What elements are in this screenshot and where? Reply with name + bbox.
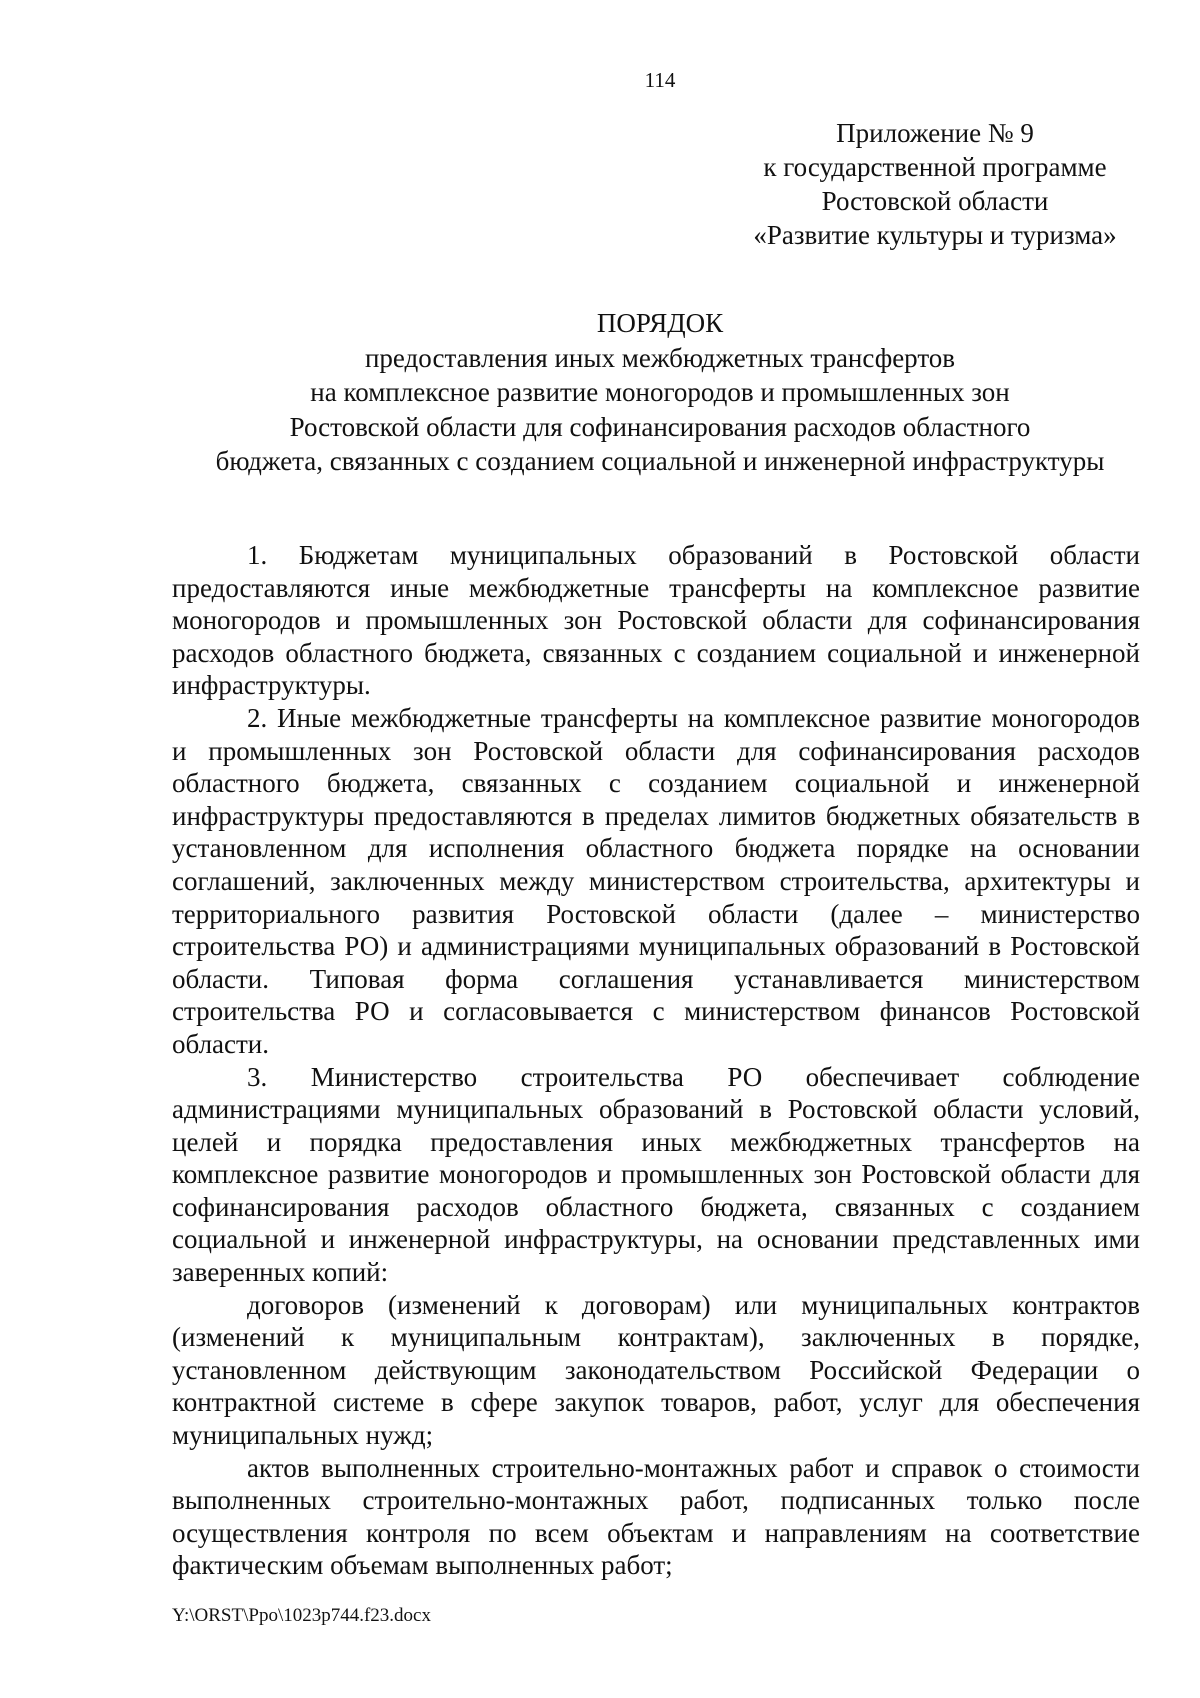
paragraph-2: 2. Иные межбюджетные трансферты на комплексное развитие моногородов и промышленных зон Ростовской области для софинансирования расходов областного бюджета, связанных с созданием социальной и инженерной инфраструктуры предоставляются в пределах лимитов бюджетных обязательств в установленном для исполнения областного бюджета порядке на основании соглашений, заключенных между министерством строительства, архитектуры и территориального развития Ростовской области (далее – министерство строительства РО) и администрациями муниципальных образований в Ростовской области. Типовая форма соглашения устанавливается министерством строительства РО и согласовывается с министерством финансов Ростовской области.: [172, 702, 1140, 1059]
paragraph-contracts: договоров (изменений к договорам) или муниципальных контрактов (изменений к муниципальным контрактам), заключенных в порядке, установленном действующим законодательством Российской Федерации о контрактной системе в сфере закупок товаров, работ, услуг для обеспечения муниципальных нужд;: [172, 1289, 1140, 1451]
appendix-line-3: Ростовской области: [821, 186, 1049, 216]
title-line-3: Ростовской области для софинансирования расходов областного: [289, 411, 1031, 442]
paragraph-acts: актов выполненных строительно-монтажных работ и справок о стоимости выполненных строительно-монтажных работ, подписанных только после осуществления контроля по всем объектам и направлениям на соответствие фактическим объемам выполненных работ;: [172, 1452, 1140, 1581]
paragraph-3: 3. Министерство строительства РО обеспечивает соблюдение администрациями муниципальных образований в Ростовской области условий, целей и порядка предоставления иных межбюджетных трансфертов на комплексное развитие моногородов и промышленных зон Ростовской области для софинансирования расходов областного бюджета, связанных с созданием социальной и инженерной инфраструктуры, на основании представленных ими заверенных копий:: [172, 1061, 1140, 1288]
title-line-2: на комплексное развитие моногородов и промышленных зон: [310, 377, 1010, 407]
paragraph-1: 1. Бюджетам муниципальных образований в Ростовской области предоставляются иные межбюджетные трансферты на комплексное развитие моногородов и промышленных зон Ростовской области для софинансирования расходов областного бюджета, связанных с созданием социальной и инженерной инфраструктуры.: [172, 540, 1140, 701]
title-line-4: бюджета, связанных с созданием социальной и инженерной инфраструктуры: [215, 446, 1105, 476]
document-title: [150, 306, 1170, 479]
page-number: 114: [644, 68, 676, 92]
appendix-line-1: Приложение № 9: [836, 118, 1034, 148]
title-heading: ПОРЯДОК: [596, 308, 724, 338]
title-line-1: предоставления иных межбюджетных трансфертов: [364, 342, 956, 373]
appendix-header: [745, 116, 1125, 252]
appendix-line-2: к государственной программе: [763, 152, 1107, 182]
document-body: [172, 539, 1140, 1582]
file-path-footer: Y:\ORST\Ppo\1023p744.f23.docx: [172, 1605, 431, 1626]
appendix-line-4: «Развитие культуры и туризма»: [753, 220, 1117, 250]
